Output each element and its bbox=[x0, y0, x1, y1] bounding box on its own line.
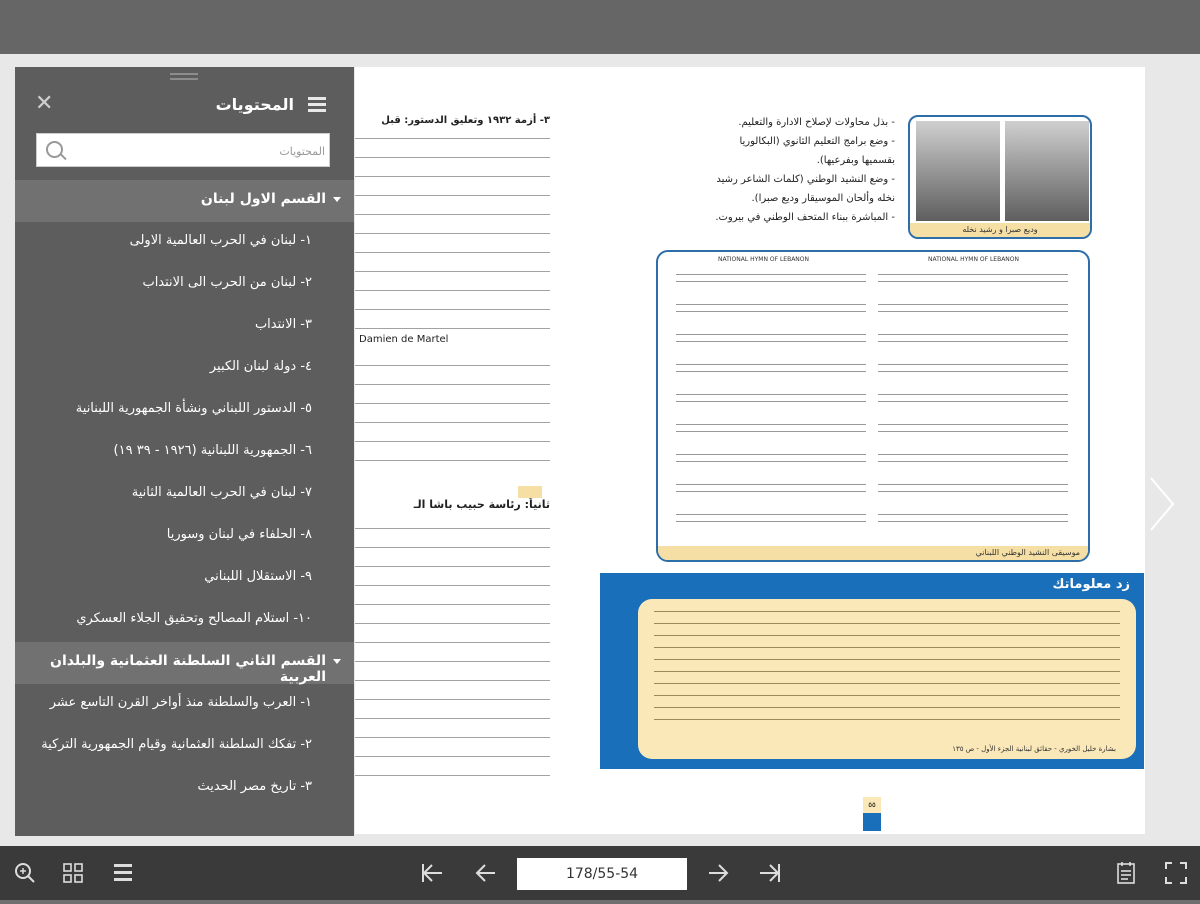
page-number-tab bbox=[863, 797, 881, 833]
music-staff bbox=[878, 484, 1068, 492]
toc-item[interactable] bbox=[15, 222, 354, 264]
search-input[interactable] bbox=[73, 134, 327, 168]
toc-item[interactable] bbox=[15, 390, 354, 432]
bullet-4: - وضع النشيد الوطني (كلمات الشاعر رشيد bbox=[716, 174, 895, 185]
score-title-right: NATIONAL HYMN OF LEBANON bbox=[928, 256, 1020, 263]
notes-icon[interactable] bbox=[1114, 846, 1138, 900]
score-caption: موسيقى النشيد الوطني اللبناني bbox=[658, 546, 1088, 560]
toc-item-label: ٣- الانتداب bbox=[254, 317, 312, 332]
toc-item-label: ٥- الدستور اللبناني ونشأة الجمهورية اللبنانية bbox=[75, 401, 312, 416]
music-staff bbox=[878, 454, 1068, 462]
toc-section-label: القسم الاول لبنان bbox=[200, 191, 326, 207]
music-score-image bbox=[656, 250, 1090, 562]
music-staff bbox=[676, 484, 866, 492]
bottom-toolbar bbox=[0, 846, 1200, 900]
portrait-photo bbox=[916, 121, 1000, 221]
list-icon[interactable] bbox=[112, 846, 136, 900]
text-block-2 bbox=[355, 357, 550, 477]
second-heading: ثانياً: رئاسة حبيب باشا الـ bbox=[413, 498, 550, 511]
fullscreen-icon[interactable] bbox=[1163, 846, 1189, 900]
contents-sidebar bbox=[15, 67, 354, 836]
toc-item-label: ٩- الاستقلال اللبناني bbox=[204, 569, 312, 584]
music-staff bbox=[878, 304, 1068, 312]
bullet-5: نخله وألحان الموسيقار وديع صبرا). bbox=[751, 193, 895, 204]
table-of-contents bbox=[15, 180, 354, 810]
drag-handle[interactable] bbox=[170, 73, 198, 83]
bullet-2: - وضع برامج التعليم الثانوي (البكالوريا bbox=[739, 136, 895, 147]
bullet-3: بقسميها وبفرعيها). bbox=[816, 155, 895, 166]
page-number-input[interactable] bbox=[517, 858, 687, 890]
toc-item-label: ١- لبنان في الحرب العالمية الاولى bbox=[129, 233, 312, 248]
info-quote bbox=[638, 599, 1136, 759]
next-page-icon[interactable] bbox=[706, 846, 730, 900]
grid-icon[interactable] bbox=[62, 846, 86, 900]
toc-item[interactable] bbox=[15, 432, 354, 474]
toc-item-label: ٢- تفكك السلطنة العثمانية وقيام الجمهورية التركية bbox=[41, 737, 312, 752]
toc-item-label: ١- العرب والسلطنة منذ أواخر القرن التاسع عشر bbox=[49, 695, 312, 710]
marel-name: Damien de Martel bbox=[359, 334, 449, 345]
music-staff bbox=[676, 514, 866, 522]
music-staff bbox=[676, 454, 866, 462]
search-box bbox=[36, 133, 330, 167]
toc-item[interactable] bbox=[15, 684, 354, 726]
music-staff bbox=[878, 514, 1068, 522]
music-staff bbox=[878, 334, 1068, 342]
first-page-icon[interactable] bbox=[420, 846, 444, 900]
toc-section[interactable] bbox=[15, 642, 354, 684]
toc-section-label: القسم الثاني السلطنة العثمانية والبلدان العربية bbox=[50, 653, 326, 685]
info-text-lines bbox=[654, 611, 1120, 731]
prev-page-icon[interactable] bbox=[474, 846, 498, 900]
sidebar-title: المحتويات bbox=[215, 95, 294, 114]
chevron-down-icon bbox=[333, 197, 341, 202]
toc-item[interactable] bbox=[15, 726, 354, 768]
info-source: بشارة خليل الخوري - حقائق لبنانية الجزء الأول - ص ١٣٥ bbox=[952, 745, 1116, 753]
text-block-1 bbox=[355, 130, 550, 330]
close-icon[interactable]: ✕ bbox=[35, 91, 54, 116]
search-icon[interactable] bbox=[46, 141, 63, 158]
toc-section[interactable] bbox=[15, 180, 354, 222]
music-staff bbox=[676, 304, 866, 312]
music-staff bbox=[676, 424, 866, 432]
toc-item[interactable] bbox=[15, 474, 354, 516]
music-staff bbox=[878, 424, 1068, 432]
toc-item-label: ٢- لبنان من الحرب الى الانتداب bbox=[142, 275, 312, 290]
info-title: زد معلوماتك bbox=[1052, 577, 1130, 592]
music-staff bbox=[878, 364, 1068, 372]
list-icon bbox=[308, 97, 326, 113]
bullet-list bbox=[655, 113, 895, 227]
toc-item[interactable] bbox=[15, 516, 354, 558]
toc-item-label: ١٠- استلام المصالح وتحقيق الجلاء العسكري bbox=[76, 611, 312, 626]
music-staff bbox=[676, 364, 866, 372]
music-staff bbox=[878, 394, 1068, 402]
info-box bbox=[600, 573, 1144, 769]
toc-item[interactable] bbox=[15, 558, 354, 600]
heading-highlight bbox=[518, 486, 542, 498]
music-staff bbox=[878, 274, 1068, 282]
book-page-spread bbox=[355, 67, 1145, 834]
chevron-down-icon bbox=[333, 659, 341, 664]
next-page-arrow[interactable] bbox=[1147, 476, 1177, 532]
toc-item-label: ٦- الجمهورية اللبنانية (١٩٢٦ - ٣٩ ١٩) bbox=[113, 443, 312, 458]
toc-item[interactable] bbox=[15, 348, 354, 390]
score-title-left: NATIONAL HYMN OF LEBANON bbox=[718, 256, 810, 263]
photo-caption: وديع صبرا و رشيد نخله bbox=[910, 223, 1090, 237]
bullet-1: - بذل محاولات لإصلاح الادارة والتعليم. bbox=[738, 117, 895, 128]
toc-item[interactable] bbox=[15, 768, 354, 810]
text-block-3 bbox=[355, 520, 550, 780]
portrait-photos bbox=[908, 115, 1092, 239]
top-bar bbox=[0, 0, 1200, 54]
music-staff bbox=[676, 274, 866, 282]
bullet-6: - المباشرة ببناء المتحف الوطني في بيروت. bbox=[715, 212, 895, 223]
portrait-photo bbox=[1005, 121, 1089, 221]
music-staff bbox=[676, 334, 866, 342]
toc-item-label: ٨- الحلفاء في لبنان وسوريا bbox=[166, 527, 312, 542]
left-column-text bbox=[355, 111, 550, 780]
toc-item[interactable] bbox=[15, 264, 354, 306]
last-page-icon[interactable] bbox=[758, 846, 782, 900]
zoom-in-icon[interactable] bbox=[12, 846, 38, 900]
toc-item[interactable] bbox=[15, 600, 354, 642]
toc-item-label: ٣- تاريخ مصر الحديث bbox=[197, 779, 312, 794]
toc-item-label: ٤- دولة لبنان الكبير bbox=[209, 359, 312, 374]
toc-item-label: ٧- لبنان في الحرب العالمية الثانية bbox=[131, 485, 312, 500]
crisis-heading: ٣- أزمة ١٩٣٢ وتعليق الدستور: قبل bbox=[381, 115, 550, 126]
toc-item[interactable] bbox=[15, 306, 354, 348]
music-staff bbox=[676, 394, 866, 402]
page-number: ٥٥ bbox=[863, 797, 881, 813]
